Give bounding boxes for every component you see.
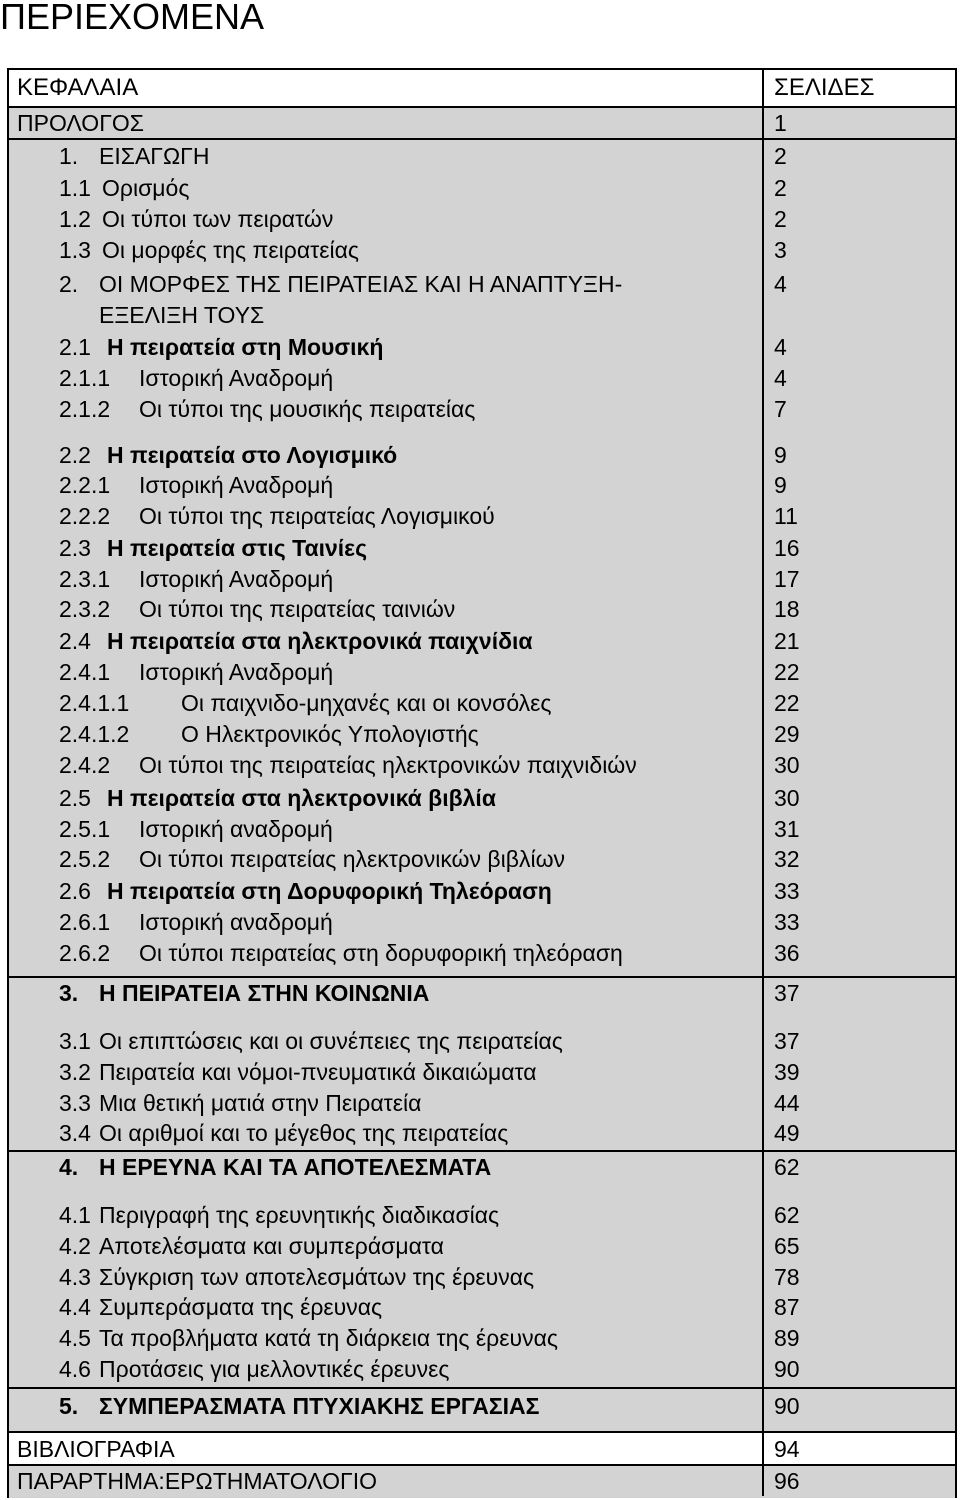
- toc-label: Οι αριθμοί και το μέγεθος της πειρατείας: [99, 1120, 509, 1146]
- chapter-5-block: [9, 1387, 955, 1433]
- toc-label: ΠΑΡΑΡΤΗΜΑ:ΕΡΩΤΗΜΑΤΟΛΟΓΙΟ: [17, 1468, 377, 1494]
- toc-row[interactable]: [9, 844, 955, 875]
- toc-table: [7, 68, 957, 1498]
- toc-number: 2.3.1: [59, 566, 111, 592]
- toc-page: 44: [774, 1090, 800, 1116]
- toc-page: 16: [774, 535, 800, 561]
- toc-number: 2.6.1: [59, 909, 111, 935]
- toc-page: 37: [774, 980, 800, 1006]
- toc-page: 90: [774, 1356, 800, 1382]
- toc-number: 2.4.1.2: [59, 721, 130, 747]
- toc-row[interactable]: [9, 1088, 955, 1119]
- toc-number: 2.4: [59, 628, 91, 654]
- toc-label: Οι τύποι της πειρατείας Λογισμικού: [139, 503, 495, 529]
- chapter-2-block: [9, 265, 955, 983]
- toc-row-chapter-2[interactable]: [9, 269, 955, 300]
- appendix-block: [9, 1464, 955, 1498]
- toc-row-prologue[interactable]: [9, 108, 955, 139]
- toc-page: 3: [774, 237, 787, 263]
- header-pages: ΣΕΛΙΔΕΣ: [774, 74, 875, 101]
- toc-page: 11: [774, 503, 798, 529]
- toc-number: 4.3: [59, 1264, 91, 1290]
- toc-label: Οι μορφές της πειρατείας: [102, 237, 359, 263]
- toc-row-chapter-1[interactable]: [9, 141, 955, 172]
- toc-row[interactable]: [9, 501, 955, 532]
- toc-label: Η ΠΕΙΡΑΤΕΙΑ ΣΤΗΝ ΚΟΙΝΩΝΙΑ: [99, 980, 430, 1006]
- toc-row[interactable]: [9, 173, 955, 204]
- toc-number: 2.5.2: [59, 846, 111, 872]
- toc-page: 96: [774, 1468, 800, 1494]
- chapter-3-block: [9, 976, 955, 1154]
- toc-page: 33: [774, 878, 800, 904]
- toc-page: 90: [774, 1393, 800, 1419]
- toc-number: 3.: [59, 980, 79, 1006]
- toc-row-bibliography[interactable]: [9, 1434, 955, 1465]
- toc-number: 2.3.2: [59, 596, 111, 622]
- toc-label: Ιστορική Αναδρομή: [139, 472, 334, 498]
- toc-row[interactable]: [9, 1354, 955, 1385]
- toc-number: 4.6: [59, 1356, 91, 1382]
- toc-label: ΒΙΒΛΙΟΓΡΑΦΙΑ: [17, 1436, 175, 1462]
- toc-number: 4.4: [59, 1294, 91, 1320]
- toc-row[interactable]: [9, 533, 955, 564]
- toc-label: ΕΞΕΛΙΞΗ ΤΟΥΣ: [99, 302, 265, 328]
- toc-row[interactable]: [9, 332, 955, 363]
- toc-number: 3.1: [59, 1028, 91, 1054]
- toc-label: Η πειρατεία στις Ταινίες: [107, 535, 368, 561]
- toc-page: 62: [774, 1154, 800, 1180]
- toc-label: Οι τύποι της πειρατείας ταινιών: [139, 596, 456, 622]
- toc-row[interactable]: [9, 1323, 955, 1354]
- toc-page: 2: [774, 175, 787, 201]
- toc-page: 2: [774, 143, 787, 169]
- toc-number: 2.: [59, 271, 79, 297]
- toc-row[interactable]: [9, 1057, 955, 1088]
- toc-label: Η πειρατεία στο Λογισμικό: [107, 442, 398, 468]
- toc-row-appendix[interactable]: [9, 1466, 955, 1497]
- toc-page: 49: [774, 1120, 800, 1146]
- toc-label: ΕΙΣΑΓΩΓΗ: [99, 143, 210, 169]
- toc-page: 29: [774, 721, 800, 747]
- toc-label: ΣΥΜΠΕΡΑΣΜΑΤΑ ΠΤΥΧΙΑΚΗΣ ΕΡΓΑΣΙΑΣ: [99, 1393, 540, 1419]
- toc-page: 4: [774, 271, 787, 297]
- toc-row[interactable]: [9, 363, 955, 394]
- chapter-1-block: [9, 138, 955, 267]
- toc-page: 39: [774, 1059, 800, 1085]
- toc-label: Περιγραφή της ερευνητικής διαδικασίας: [99, 1202, 500, 1228]
- toc-page: 32: [774, 846, 800, 872]
- toc-number: 2.2.1: [59, 472, 111, 498]
- toc-label: Συμπεράσματα της έρευνας: [99, 1294, 383, 1320]
- toc-header: [9, 70, 955, 106]
- toc-label: Οι τύποι των πειρατών: [102, 206, 334, 232]
- toc-row[interactable]: [9, 235, 955, 266]
- toc-page: 22: [774, 690, 800, 716]
- toc-label: Τα προβλήματα κατά τη διάρκεια της έρευνας: [99, 1325, 558, 1351]
- toc-label: ΟΙ ΜΟΡΦΕΣ ΤΗΣ ΠΕΙΡΑΤΕΙΑΣ ΚΑΙ Η ΑΝΑΠΤΥΞΗ-: [99, 271, 623, 297]
- toc-page: 2: [774, 206, 787, 232]
- toc-number: 2.1.1: [59, 365, 111, 391]
- toc-label: Ιστορική Αναδρομή: [139, 365, 334, 391]
- toc-number: 2.3: [59, 535, 91, 561]
- toc-row[interactable]: [9, 907, 955, 938]
- toc-row[interactable]: [9, 814, 955, 845]
- toc-page: 18: [774, 596, 800, 622]
- toc-number: 3.3: [59, 1090, 91, 1116]
- toc-row[interactable]: [9, 657, 955, 688]
- toc-page: 36: [774, 940, 800, 966]
- toc-label: Η πειρατεία στα ηλεκτρονικά παιχνίδια: [107, 628, 533, 654]
- toc-row[interactable]: [9, 394, 955, 425]
- toc-row[interactable]: [9, 750, 955, 781]
- toc-label: Οι παιχνιδο-μηχανές και οι κονσόλες: [181, 690, 552, 716]
- toc-label: Η πειρατεία στη Δορυφορική Τηλεόραση: [107, 878, 552, 904]
- toc-number: 1.2: [59, 206, 91, 232]
- toc-number: 1.1: [59, 175, 91, 201]
- toc-row[interactable]: [9, 1118, 955, 1149]
- toc-page: 37: [774, 1028, 800, 1054]
- toc-number: 2.2.2: [59, 503, 111, 529]
- chapter-4-block: [9, 1150, 955, 1389]
- header-chapters: ΚΕΦΑΛΑΙΑ: [17, 74, 139, 101]
- toc-label: Ιστορική αναδρομή: [139, 816, 333, 842]
- toc-row-chapter-5[interactable]: [9, 1391, 955, 1422]
- toc-row[interactable]: [9, 626, 955, 657]
- toc-row[interactable]: [9, 564, 955, 595]
- toc-label: Οι τύποι της μουσικής πειρατείας: [139, 396, 476, 422]
- toc-label: Πειρατεία και νόμοι-πνευματικά δικαιώματα: [99, 1059, 537, 1085]
- toc-number: 2.4.1: [59, 659, 111, 685]
- toc-page: 21: [774, 628, 800, 654]
- toc-label: ΠΡΟΛΟΓΟΣ: [17, 110, 144, 136]
- toc-label: Οι τύποι πειρατείας στη δορυφορική τηλεόραση: [139, 940, 623, 966]
- toc-number: 2.1.2: [59, 396, 111, 422]
- toc-number: 2.5: [59, 785, 91, 811]
- toc-page: 30: [774, 752, 800, 778]
- toc-page: 31: [774, 816, 800, 842]
- toc-page: 94: [774, 1436, 800, 1462]
- toc-page: 7: [774, 396, 787, 422]
- toc-row[interactable]: [9, 594, 955, 625]
- toc-row[interactable]: [9, 783, 955, 814]
- toc-label: Μια θετική ματιά στην Πειρατεία: [99, 1090, 422, 1116]
- prologue-block: [9, 106, 955, 140]
- toc-label: Η ΕΡΕΥΝΑ ΚΑΙ ΤΑ ΑΠΟΤΕΛΕΣΜΑΤΑ: [99, 1154, 492, 1180]
- bibliography-block: [9, 1431, 955, 1466]
- toc-page: 9: [774, 472, 787, 498]
- toc-number: 4.: [59, 1154, 79, 1180]
- toc-page: 87: [774, 1294, 800, 1320]
- toc-row[interactable]: [9, 938, 955, 969]
- toc-label: Ιστορική Αναδρομή: [139, 566, 334, 592]
- toc-page: 4: [774, 334, 787, 360]
- toc-row[interactable]: [9, 1200, 955, 1231]
- toc-label: Η πειρατεία στη Μουσική: [107, 334, 384, 360]
- toc-row[interactable]: [9, 1231, 955, 1262]
- toc-row[interactable]: [9, 1262, 955, 1293]
- toc-row[interactable]: [9, 204, 955, 235]
- toc-page: 65: [774, 1233, 800, 1259]
- toc-row[interactable]: [9, 1026, 955, 1057]
- toc-row[interactable]: [9, 688, 955, 719]
- toc-row[interactable]: [9, 876, 955, 907]
- toc-row[interactable]: [9, 440, 955, 471]
- toc-number: 2.5.1: [59, 816, 111, 842]
- toc-number: 2.6.2: [59, 940, 111, 966]
- toc-page: 33: [774, 909, 800, 935]
- toc-label: Οι επιπτώσεις και οι συνέπειες της πειρατείας: [99, 1028, 563, 1054]
- toc-label: Οι τύποι πειρατείας ηλεκτρονικών βιβλίων: [139, 846, 566, 872]
- toc-label: Ο Ηλεκτρονικός Υπολογιστής: [181, 721, 479, 747]
- page-title: ΠΕΡΙΕΧΟΜΕΝΑ: [0, 0, 265, 37]
- toc-page: 62: [774, 1202, 800, 1228]
- toc-page: 1: [774, 110, 787, 136]
- toc-number: 3.4: [59, 1120, 91, 1146]
- column-divider: [762, 70, 764, 1496]
- toc-page: 4: [774, 365, 787, 391]
- toc-number: 2.1: [59, 334, 91, 360]
- toc-page: 22: [774, 659, 800, 685]
- toc-number: 1.: [59, 143, 79, 169]
- toc-number: 4.1: [59, 1202, 91, 1228]
- toc-number: 4.5: [59, 1325, 91, 1351]
- toc-page: 78: [774, 1264, 800, 1290]
- toc-label: Αποτελέσματα και συμπεράσματα: [99, 1233, 444, 1259]
- toc-page: 9: [774, 442, 787, 468]
- toc-label: Ιστορική αναδρομή: [139, 909, 333, 935]
- toc-page: 89: [774, 1325, 800, 1351]
- toc-label: Ορισμός: [102, 175, 190, 201]
- toc-number: 2.4.2: [59, 752, 111, 778]
- toc-label: Ιστορική Αναδρομή: [139, 659, 334, 685]
- toc-number: 4.2: [59, 1233, 91, 1259]
- toc-row[interactable]: [9, 470, 955, 501]
- toc-number: 5.: [59, 1393, 79, 1419]
- toc-page: 17: [774, 566, 800, 592]
- toc-row[interactable]: [9, 1292, 955, 1323]
- toc-row-chapter-3[interactable]: [9, 978, 955, 1009]
- toc-number: 1.3: [59, 237, 91, 263]
- toc-row-chapter-4[interactable]: [9, 1152, 955, 1183]
- toc-label: Η πειρατεία στα ηλεκτρονικά βιβλία: [107, 785, 496, 811]
- toc-label: Οι τύποι της πειρατείας ηλεκτρονικών παιχνιδιών: [139, 752, 637, 778]
- toc-number: 2.6: [59, 878, 91, 904]
- toc-label: Προτάσεις για μελλοντικές έρευνες: [99, 1356, 450, 1382]
- toc-number: 2.2: [59, 442, 91, 468]
- toc-label: Σύγκριση των αποτελεσμάτων της έρευνας: [99, 1264, 535, 1290]
- toc-row-chapter-2-continued: [9, 300, 955, 331]
- toc-row[interactable]: [9, 719, 955, 750]
- toc-number: 2.4.1.1: [59, 690, 130, 716]
- toc-page: 30: [774, 785, 800, 811]
- toc-number: 3.2: [59, 1059, 91, 1085]
